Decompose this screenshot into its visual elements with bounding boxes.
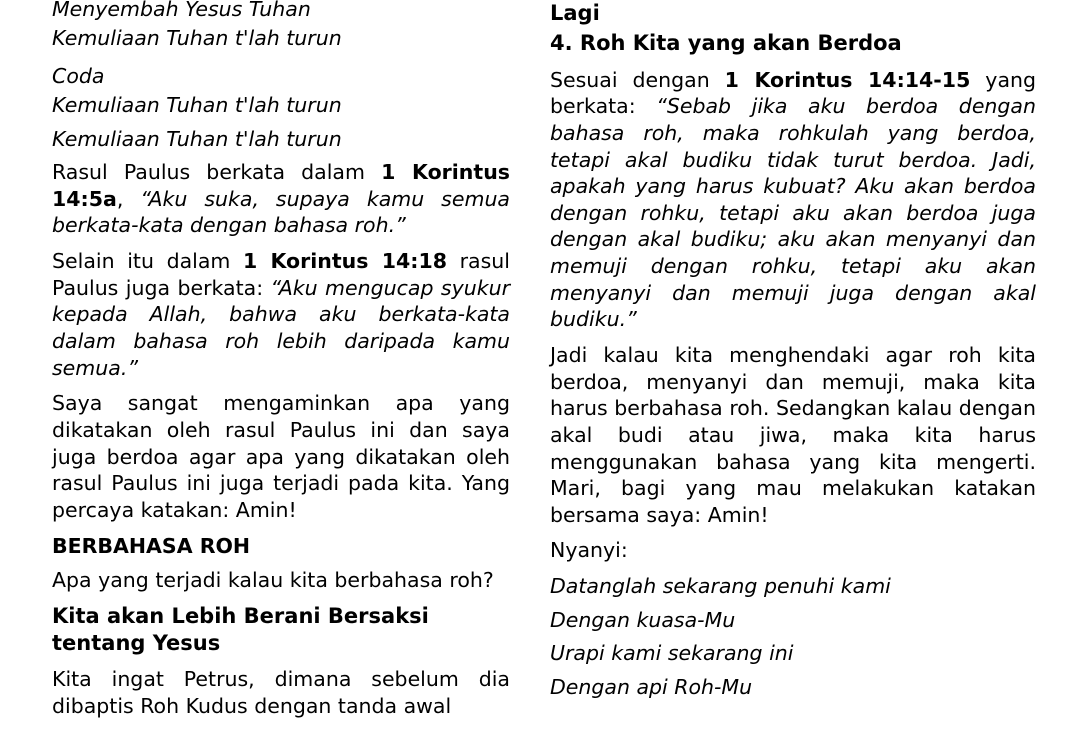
lyric-line: Datanglah sekarang penuhi kami [550,574,891,599]
section-heading-roh-kita-berdoa: 4. Roh Kita yang akan Berdoa [550,31,902,56]
lyric-line: Dengan api Roh-Mu [550,675,753,700]
scripture-quote: “Aku suka, supaya kamu semua berkata-kata dengan bahasa roh.” [52,186,510,238]
lyric-line: Kemuliaan Tuhan t'lah turun [52,126,342,151]
two-column-layout [18,0,1062,719]
section-heading-berbahasa-roh: BERBAHASA ROH [52,533,251,558]
right-column [540,0,1036,708]
left-column [18,0,514,729]
lyric-line: Urapi kami sekarang ini [550,641,794,666]
paragraph-petrus: Kita ingat Petrus, dimana sebelum dia dibaptis Roh Kudus dengan tanda awal [52,667,510,719]
lyric-line: Kemuliaan Tuhan t'lah turun [52,92,342,117]
paragraph-roh-berdoa-penjelasan: Jadi kalau kita menghendaki agar roh kita berdoa, menyanyi dan memuji, maka kita harus berbahasa roh. Sedangkan kalau dengan akal budi atau jiwa, maka kita harus menggunakan bahasa yang kita mengerti. Mari, bagi yang mau melakukan katakan bersama saya: Amin! [550,343,1036,527]
scripture-quote: “Aku mengucap syukur kepada Allah, bahwa aku berkata-kata dalam bahasa roh lebih daripada kamu semua.” [52,275,510,380]
paragraph-lead: Rasul Paulus berkata dalam [52,160,382,185]
paragraph-korintus-14-18 [52,248,510,381]
scripture-reference: 1 Korintus 14:5a [52,160,510,211]
scripture-reference: 1 Korintus 14:18 [243,249,447,274]
paragraph-lead: Selain itu dalam [52,249,244,274]
paragraph-korintus-14-14-15 [550,67,1036,333]
paragraph-mid: rasul Paulus juga berkata: [52,249,510,300]
paragraph-mid: yang berkata: [550,67,1037,119]
sing-label: Nyanyi: [550,538,628,563]
section-heading-berani-bersaksi: Kita akan Lebih Berani Bersaksi tentang Yesus [52,603,429,656]
paragraph-question: Apa yang terjadi kalau kita berbahasa roh? [52,568,494,593]
lyric-line: Kemuliaan Tuhan t'lah turun [52,25,342,50]
lyric-line: Dengan kuasa-Mu [550,607,736,632]
paragraph-korintus-14-5a [52,159,510,239]
scripture-reference: 1 Korintus 14:14-15 [724,67,971,92]
paragraph-lead: Sesuai dengan [550,67,725,92]
lyric-line: Menyembah Yesus Tuhan [52,0,311,21]
continuation-heading: Lagi [550,1,600,25]
scripture-quote: “Sebab jika aku berdoa dengan bahasa roh, maka rohkulah yang berdoa, tetapi akal budiku tidak turut berdoa. Jadi, apakah yang harus kubuat? Aku akan berdoa dengan rohku, tetapi aku akan berdoa juga dengan akal budiku; aku akan menyanyi dan memuji dengan rohku, tetapi aku akan menyanyi dan memuji juga dengan akal budiku.” [550,94,1036,332]
paragraph-amin: Saya sangat mengaminkan apa yang dikatakan oleh rasul Paulus ini dan saya juga berdoa agar apa yang dikatakan oleh rasul Paulus ini juga terjadi pada kita. Yang percaya katakan: Amin! [52,391,510,522]
coda-label: Coda [52,64,105,89]
paragraph-mid: , [116,186,141,211]
